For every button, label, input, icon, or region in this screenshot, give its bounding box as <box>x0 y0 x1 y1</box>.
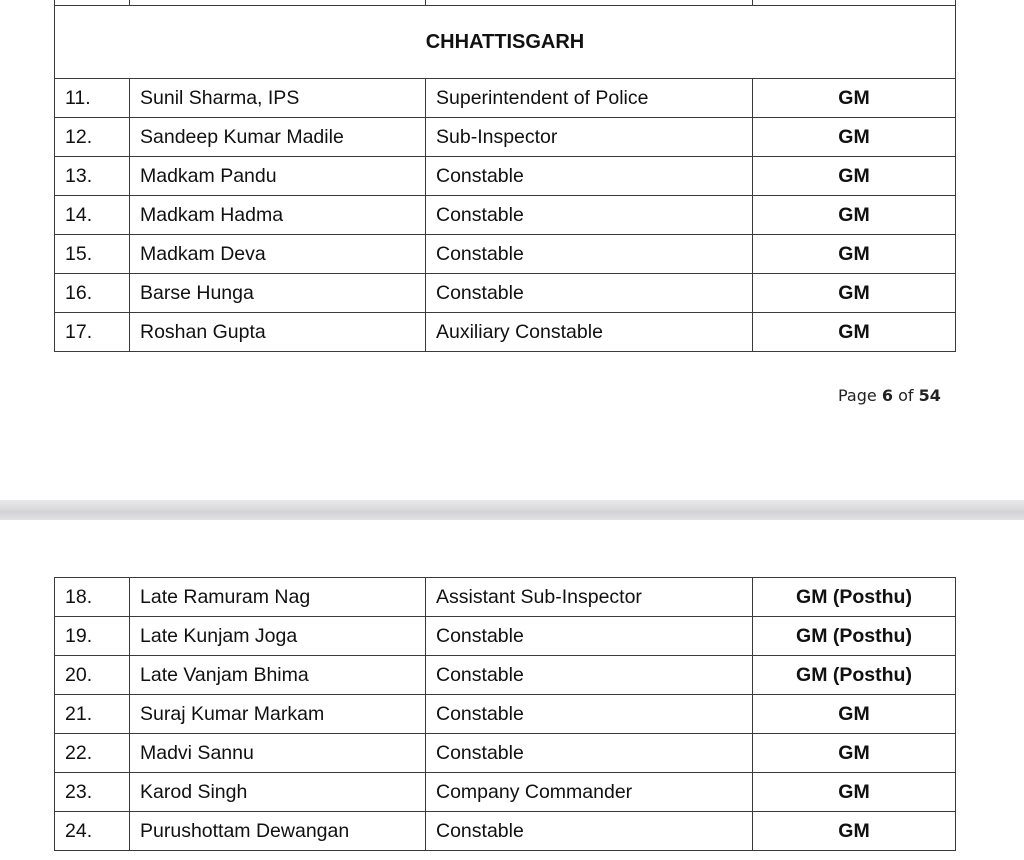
table-row <box>55 656 956 695</box>
awardee-name: Barse Hunga <box>130 274 426 313</box>
award-type: GM <box>753 734 956 773</box>
awardee-name: Purushottam Dewangan <box>130 812 426 851</box>
award-type: GM <box>753 235 956 274</box>
state-heading-row <box>55 6 956 79</box>
awardee-table-bottom <box>54 577 956 851</box>
awardee-name: Madkam Pandu <box>130 157 426 196</box>
table-row <box>55 118 956 157</box>
awardee-name: Suraj Kumar Markam <box>130 695 426 734</box>
page-number <box>838 386 941 405</box>
serial-number: 11. <box>55 79 130 118</box>
award-type: GM (Posthu) <box>753 617 956 656</box>
awardee-rank: Constable <box>426 617 753 656</box>
serial-number: 14. <box>55 196 130 235</box>
table-row <box>55 617 956 656</box>
serial-number: 24. <box>55 812 130 851</box>
awardee-name: Madkam Hadma <box>130 196 426 235</box>
awardee-rank: Auxiliary Constable <box>426 313 753 352</box>
award-type: GM <box>753 196 956 235</box>
serial-number: 18. <box>55 578 130 617</box>
awardee-rank: Superintendent of Police <box>426 79 753 118</box>
award-type: GM <box>753 812 956 851</box>
serial-number: 21. <box>55 695 130 734</box>
awardee-rank: Constable <box>426 274 753 313</box>
award-type: GM <box>753 118 956 157</box>
awardee-name: Sunil Sharma, IPS <box>130 79 426 118</box>
table-row <box>55 734 956 773</box>
serial-number: 12. <box>55 118 130 157</box>
award-type: GM (Posthu) <box>753 578 956 617</box>
page-label: Page <box>838 386 877 405</box>
awardee-name: Karod Singh <box>130 773 426 812</box>
awardee-rank: Constable <box>426 695 753 734</box>
awardee-name: Sandeep Kumar Madile <box>130 118 426 157</box>
page-current: 6 <box>881 386 893 405</box>
serial-number: 22. <box>55 734 130 773</box>
state-heading: CHHATTISGARH <box>55 6 956 79</box>
table-row <box>55 274 956 313</box>
awardee-rank: Sub-Inspector <box>426 118 753 157</box>
serial-number: 15. <box>55 235 130 274</box>
page-of: of <box>898 386 914 405</box>
awardee-rank: Company Commander <box>426 773 753 812</box>
table-row <box>55 157 956 196</box>
awardee-rank: Assistant Sub-Inspector <box>426 578 753 617</box>
awardee-rank: Constable <box>426 196 753 235</box>
page-total: 54 <box>918 386 941 405</box>
serial-number: 16. <box>55 274 130 313</box>
table-row <box>55 812 956 851</box>
awardee-name: Roshan Gupta <box>130 313 426 352</box>
document-page-7 <box>0 520 1024 860</box>
serial-number: 13. <box>55 157 130 196</box>
serial-number: 23. <box>55 773 130 812</box>
table-row <box>55 578 956 617</box>
awardee-rank: Constable <box>426 812 753 851</box>
awardee-rank: Constable <box>426 235 753 274</box>
table-row <box>55 196 956 235</box>
awardee-name: Late Ramuram Nag <box>130 578 426 617</box>
award-type: GM (Posthu) <box>753 656 956 695</box>
award-type: GM <box>753 313 956 352</box>
table-row <box>55 235 956 274</box>
awardee-rank: Constable <box>426 656 753 695</box>
award-type: GM <box>753 695 956 734</box>
serial-number: 19. <box>55 617 130 656</box>
award-type: GM <box>753 773 956 812</box>
awardee-name: Madvi Sannu <box>130 734 426 773</box>
table-row <box>55 79 956 118</box>
table-row <box>55 313 956 352</box>
awardee-rank: Constable <box>426 157 753 196</box>
awardee-name: Late Kunjam Joga <box>130 617 426 656</box>
awardee-table-top <box>54 0 956 352</box>
award-type: GM <box>753 79 956 118</box>
table-row <box>55 695 956 734</box>
page-separator <box>0 500 1024 520</box>
awardee-name: Madkam Deva <box>130 235 426 274</box>
award-type: GM <box>753 157 956 196</box>
serial-number: 20. <box>55 656 130 695</box>
awardee-name: Late Vanjam Bhima <box>130 656 426 695</box>
table-row <box>55 773 956 812</box>
award-type: GM <box>753 274 956 313</box>
serial-number: 17. <box>55 313 130 352</box>
awardee-rank: Constable <box>426 734 753 773</box>
